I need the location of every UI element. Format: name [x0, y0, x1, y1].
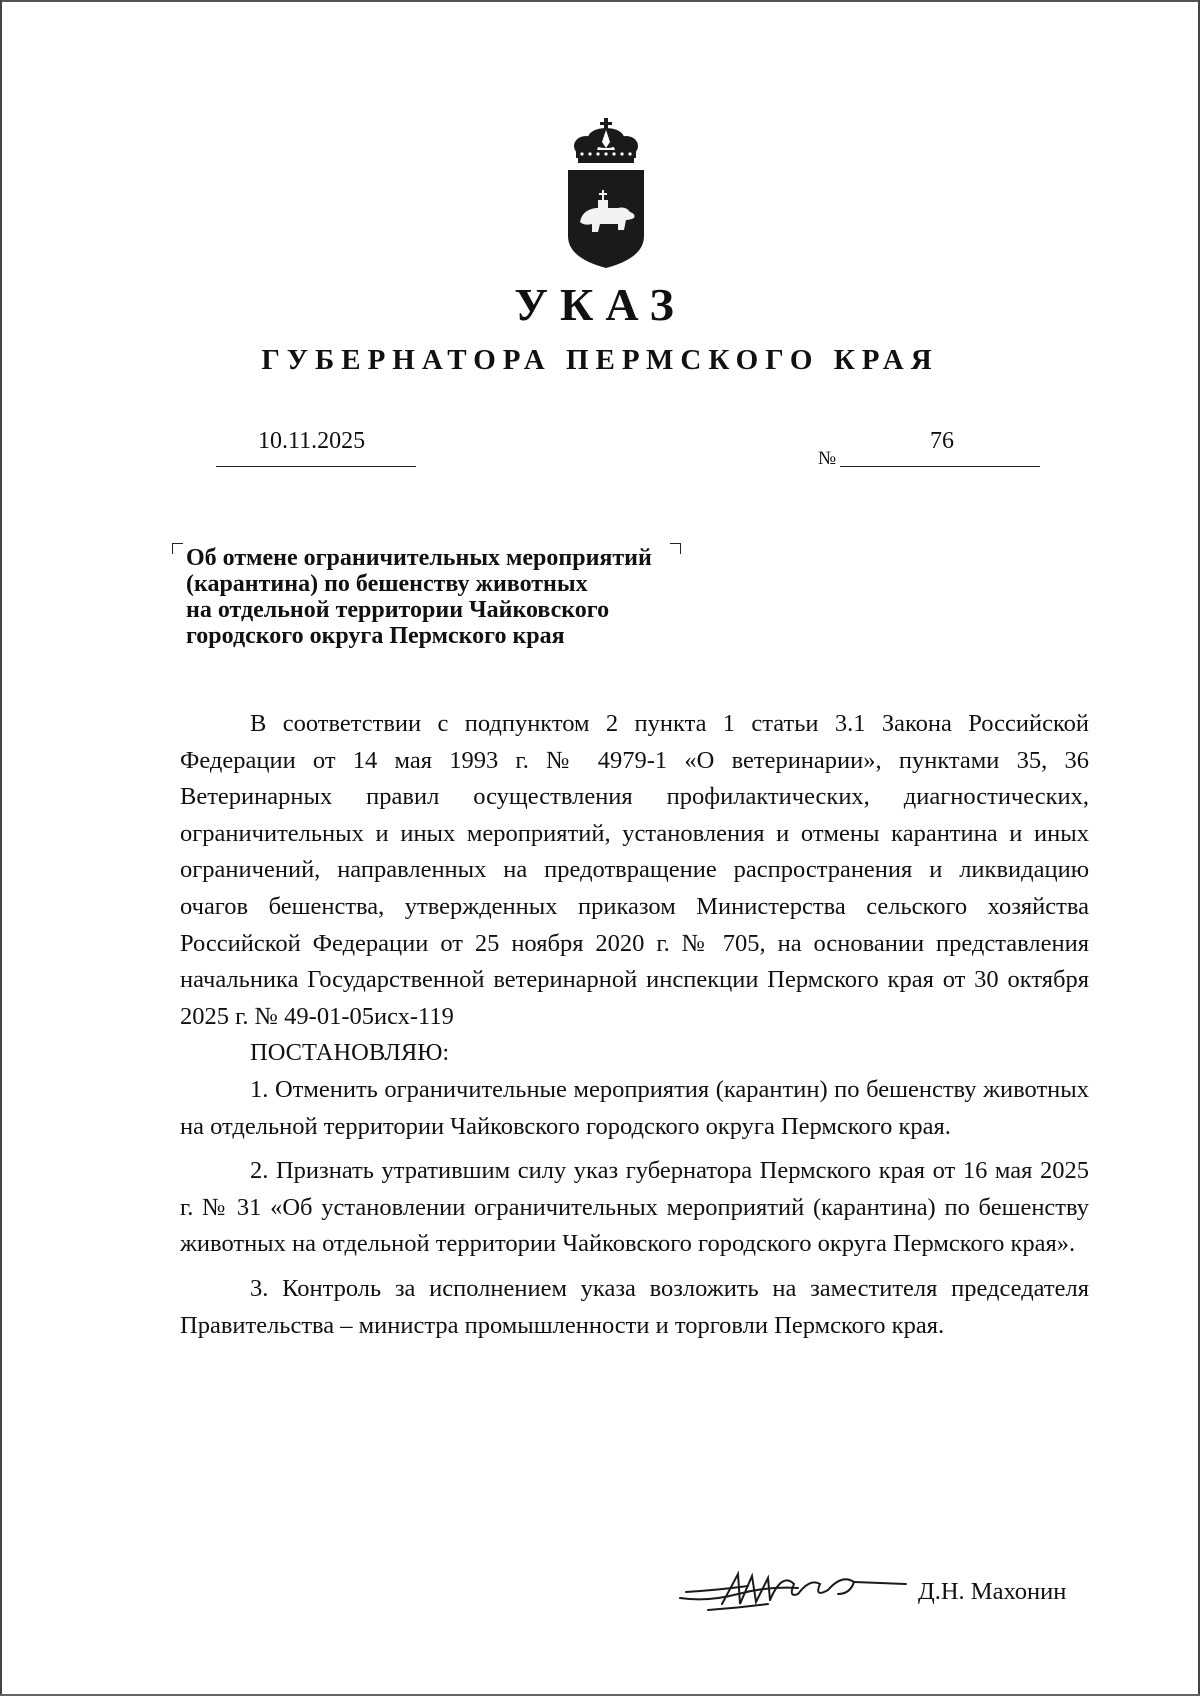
number-sign: №	[818, 448, 837, 469]
document-type-title: УКАЗ	[514, 279, 686, 330]
decree-word: ПОСТАНОВЛЯЮ:	[250, 1039, 450, 1067]
signer-name: Д.Н. Махонин	[918, 1578, 1067, 1605]
subject-line: городского округа Пермского края	[186, 623, 565, 649]
scan-edge-left	[0, 0, 2, 1696]
document-date: 10.11.2025	[258, 428, 366, 454]
document-subject	[186, 545, 746, 649]
number-underline	[840, 466, 1040, 467]
subject-line: (карантина) по бешенству животных	[186, 571, 588, 597]
preamble-paragraph: В соответствии с подпунктом 2 пункта 1 статьи 3.1 Закона Российской Федерации от 14 мая 1993 г. № 4979-1 «О ветеринарии», пунктами 35, 36 Ветеринарных правил осуществления профилактических, диагностических, ограничительных и иных мероприятий, установления и отмены карантина и иных ограничений, направленных на предотвращение распространения и ликвидацию очагов бешенства, утвержденных приказом Министерства сельского хозяйства Российской Федерации от 25 ноября 2020 г. № 705, на основании представления начальника Государственной ветеринарной инспекции Пермского края от 30 октября 2025 г. № 49-01-05исх-119	[180, 710, 1089, 1030]
subject-line: на отдельной территории Чайковского	[186, 597, 610, 623]
coat-of-arms-icon	[560, 118, 652, 268]
document-body	[180, 706, 1089, 1344]
subject-corner-left	[172, 543, 183, 554]
decree-item: 3. Контроль за исполнением указа возложить на заместителя председателя Правительства – министра промышленности и торговли Пермского края.	[180, 1274, 1089, 1339]
decree-item: 2. Признать утратившим силу указ губернатора Пермского края от 16 мая 2025 г. № 31 «Об установлении ограничительных мероприятий (карантина) по бешенству животных на отдельной территории Чайковского городского округа Пермского края».	[180, 1157, 1089, 1258]
handwritten-signature-icon	[678, 1564, 908, 1616]
decree-item: 1. Отменить ограничительные мероприятия (карантин) по бешенству животных на отдельной территории Чайковского городского округа Пермского края.	[180, 1075, 1089, 1140]
scan-edge-top	[0, 0, 1200, 2]
issuer-title: ГУБЕРНАТОРА ПЕРМСКОГО КРАЯ	[261, 344, 939, 376]
document-number: 76	[930, 428, 954, 454]
date-underline	[216, 466, 416, 467]
subject-line: Об отмене ограничительных мероприятий	[186, 545, 652, 571]
